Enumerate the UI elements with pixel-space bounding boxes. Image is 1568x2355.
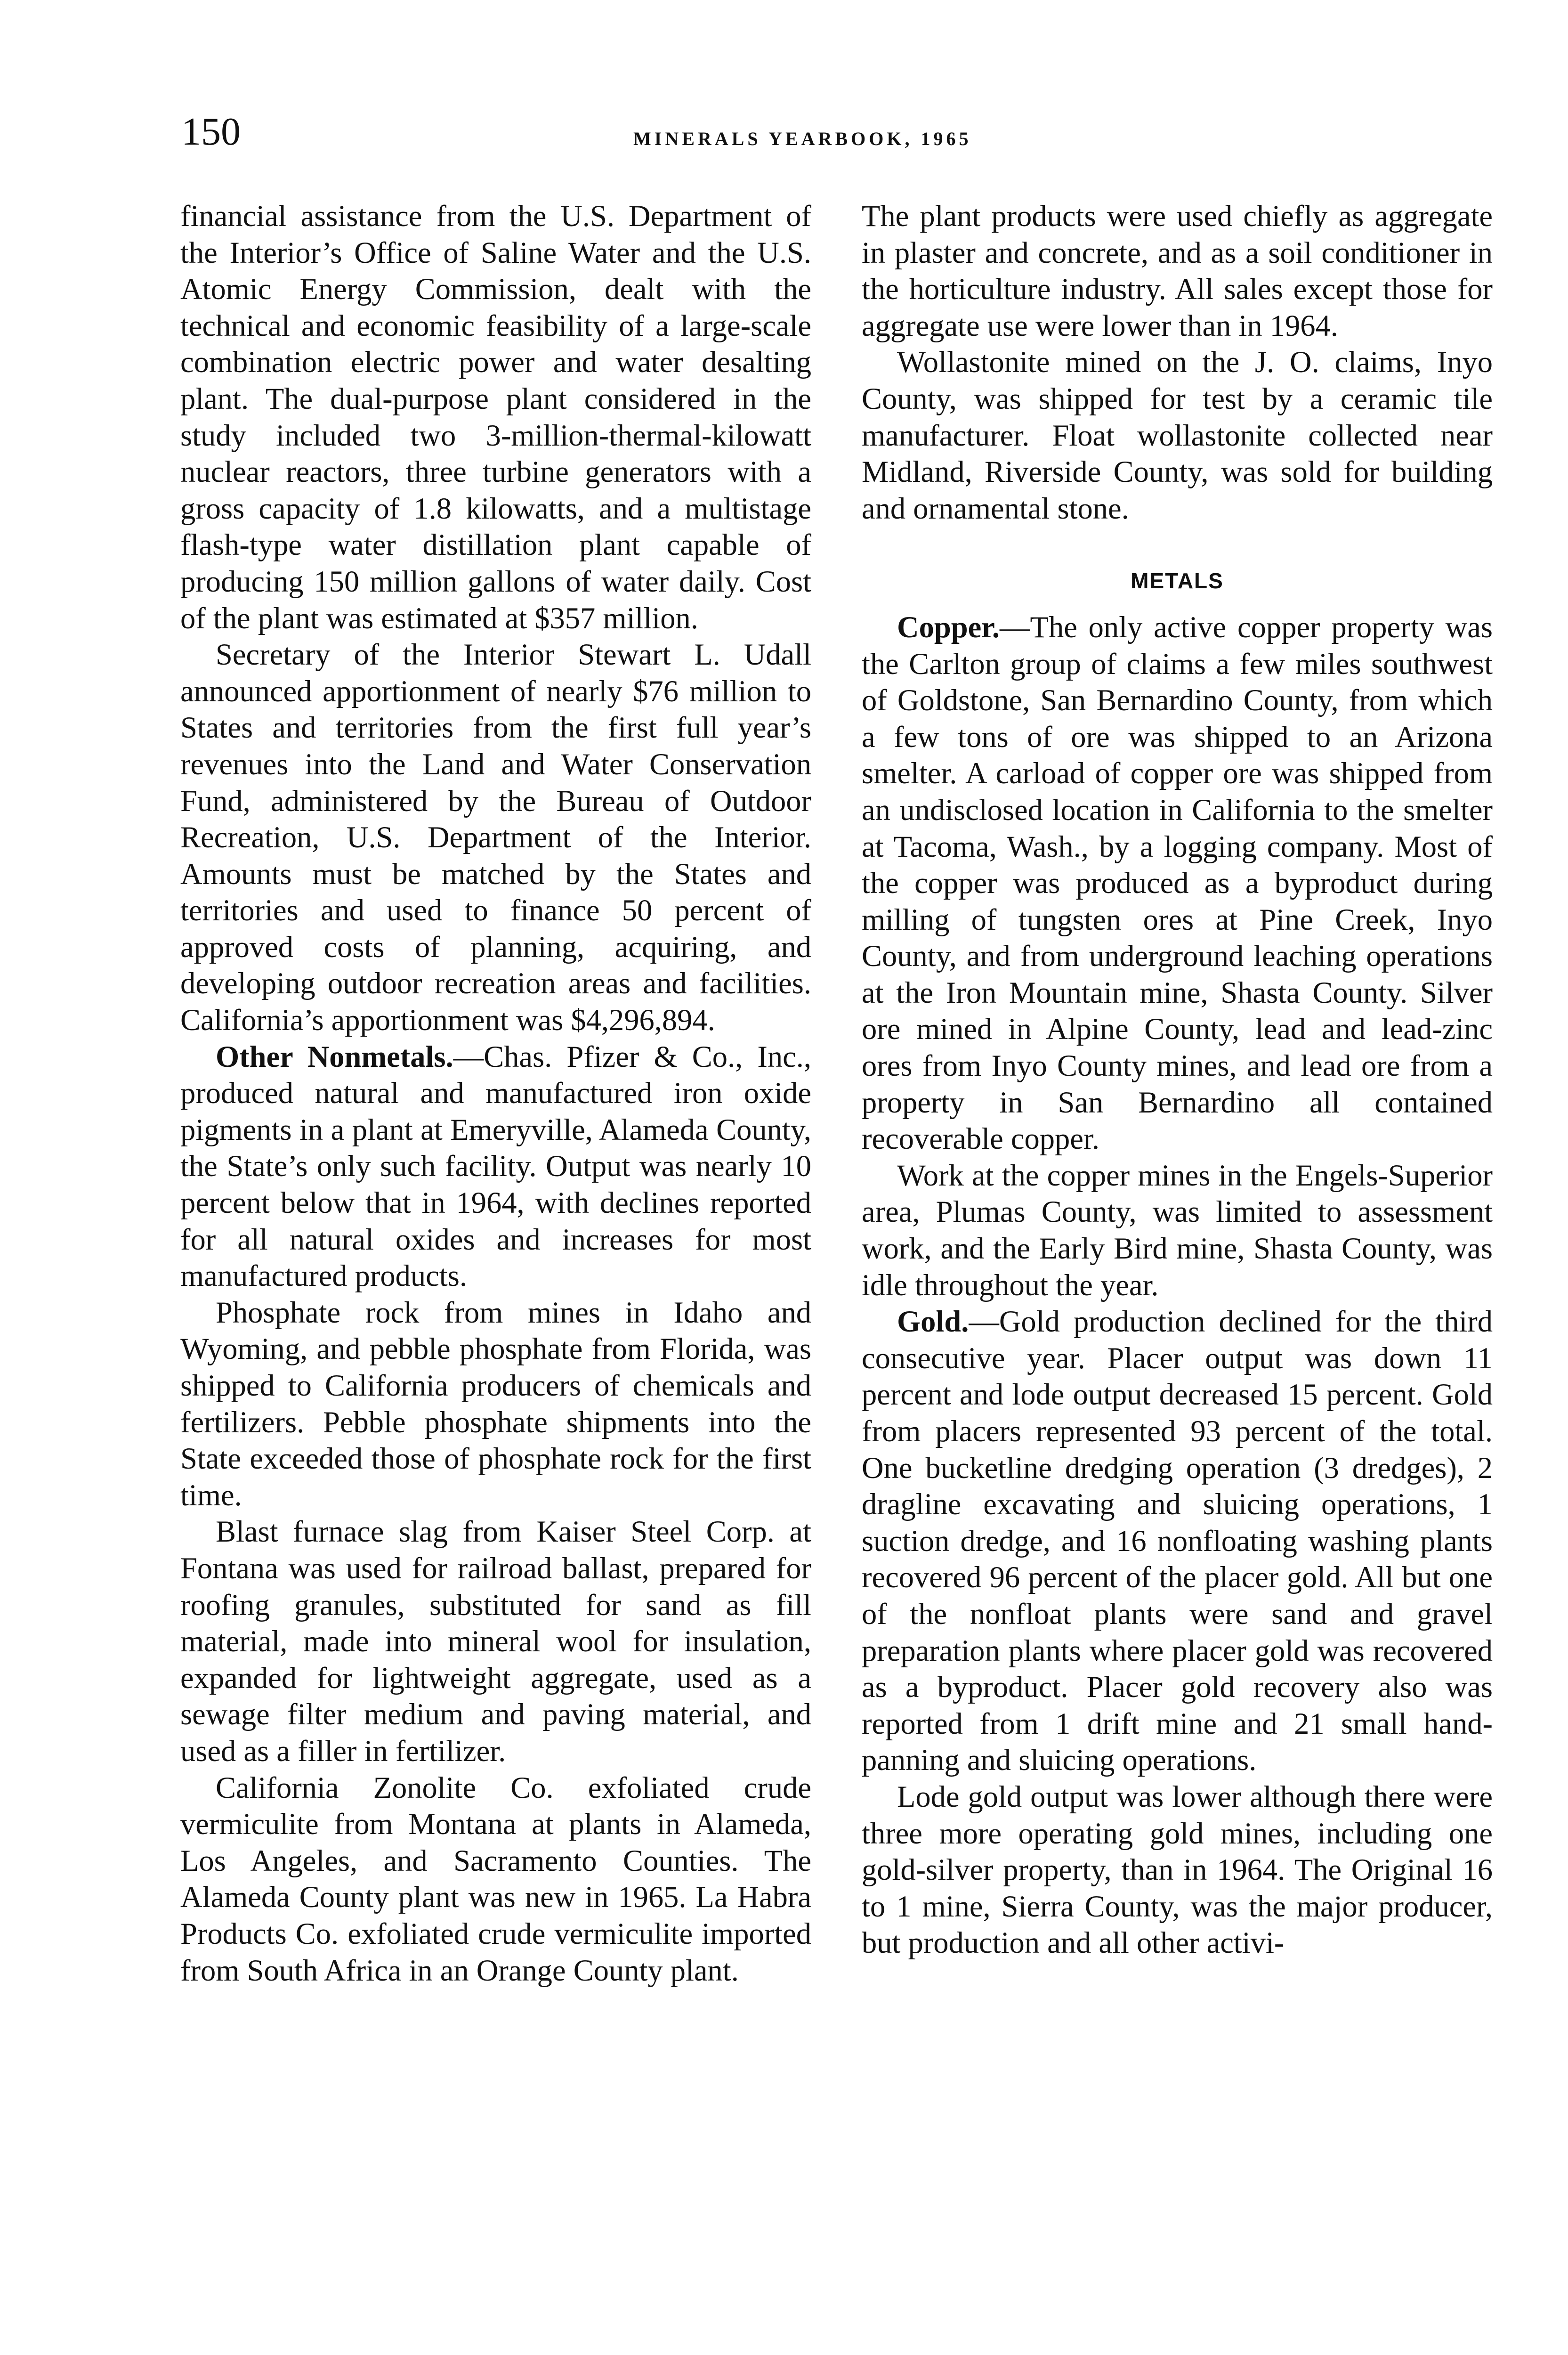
left-column <box>180 198 811 1989</box>
run-in-heading: Copper. <box>897 610 1000 644</box>
paragraph: California Zonolite Co. exfoliated crude vermiculite from Montana at plants in Alameda, Los Angeles, and Sacramento Counties. The Alameda County plant was new in 1965. La Habra Products Co. exfoliated crude vermiculite imported from South Africa in an Orange County plant. <box>180 1770 811 1987</box>
paragraph: Secretary of the Interior Stewart L. Udall announced apportionment of nearly $76 million to States and territories from the first full year’s revenues into the Land and Water Conservation Fund, administered by the Bureau of Outdoor Recreation, U.S. Department of the Interior. Amounts must be matched by the States and territories and used to finance 50 percent of approved costs of planning, acquiring, and developing outdoor recreation areas and facilities. California’s apportionment was $4,296,894. <box>180 638 811 1037</box>
paragraph-text: —Chas. Pfizer & Co., Inc., produced natural and manufactured iron oxide pigments in a plant at Emeryville, Alameda County, the State’s only such facility. Output was nearly 10 percent below that in 1964, with declines reported for all natural oxides and increases for most manufactured products. <box>180 1039 811 1293</box>
right-column <box>862 198 1493 1961</box>
paragraph: Work at the copper mines in the Engels-Superior area, Plumas County, was limited to assessment work, and the Early Bird mine, Shasta County, was idle throughout the year. <box>862 1158 1493 1302</box>
page-header <box>181 106 1509 162</box>
section-heading: METALS <box>1131 568 1224 593</box>
running-title: MINERALS YEARBOOK, 1965 <box>633 128 972 149</box>
paragraph-text: —The only active copper property was the Carlton group of claims a few miles southwest of Goldstone, San Bernardino County, from which a few tons of ore was shipped to an Arizona smelter. A carload of copper ore was shipped from an undisclosed location in California to the smelter at Tacoma, Wash., by a logging company. Most of the copper was produced as a byproduct during milling of tungsten ores at Pine Creek, Inyo County, and from underground leaching operations at the Iron Mountain mine, Shasta County. Silver ore mined in Alpine County, lead and lead-zinc ores from Inyo County mines, and lead ore from a property in San Bernardino all contained recoverable copper. <box>862 610 1493 1156</box>
paragraph: Phosphate rock from mines in Idaho and Wyoming, and pebble phosphate from Florida, was shipped to California producers of chemicals and fertilizers. Pebble phosphate shipments into the State exceeded those of phosphate rock for the first time. <box>180 1295 811 1512</box>
paragraph-text: —Gold production declined for the third consecutive year. Placer output was down 11 percent and lode output decreased 15 percent. Gold from placers represented 93 percent of the total. One bucketline dredging operation (3 dredges), 2 dragline excavating and sluicing operations, 1 suction dredge, and 16 nonfloating washing plants recovered 96 percent of the placer gold. All but one of the nonfloat plants were sand and gravel preparation plants where placer gold was recovered as a byproduct. Placer gold recovery also was reported from 1 drift mine and 21 small hand-panning and sluicing operations. <box>862 1305 1493 1777</box>
paragraph: Lode gold output was lower although there were three more operating gold mines, including one gold-silver property, than in 1964. The Original 16 to 1 mine, Sierra County, was the major producer, but production and all other activi- <box>862 1779 1493 1960</box>
paragraph: Wollastonite mined on the J. O. claims, Inyo County, was shipped for test by a ceramic tile manufacturer. Float wollastonite collected near Midland, Riverside County, was sold for building and ornamental stone. <box>862 345 1493 525</box>
paragraph: financial assistance from the U.S. Department of the Interior’s Office of Saline Water and the U.S. Atomic Energy Commission, dealt with the technical and economic feasibility of a large-scale combination electric power and water desalting plant. The dual-purpose plant considered in the study included two 3-million-thermal-kilowatt nuclear reactors, three turbine generators with a gross capacity of 1.8 kilowatts, and a multistage flash-type water distillation plant capable of producing 150 million gallons of water daily. Cost of the plant was estimated at $357 million. <box>180 199 811 635</box>
paragraph <box>862 1303 1493 1778</box>
paragraph: Blast furnace slag from Kaiser Steel Corp. at Fontana was used for railroad ballast, prepared for roofing granules, substituted for sand as fill material, made into mineral wool for insulation, expanded for lightweight aggregate, used as a sewage filter medium and paving material, and used as a filler in fertilizer. <box>180 1515 811 1768</box>
paragraph <box>862 609 1493 1157</box>
page-number: 150 <box>181 110 241 154</box>
paragraph: The plant products were used chiefly as aggregate in plaster and concrete, and as a soil conditioner in the horticulture industry. All sales except those for aggregate use were lower than in 1964. <box>862 199 1493 342</box>
run-in-heading: Other Nonmetals. <box>216 1039 453 1073</box>
paragraph <box>180 1039 811 1294</box>
run-in-heading: Gold. <box>897 1305 969 1339</box>
